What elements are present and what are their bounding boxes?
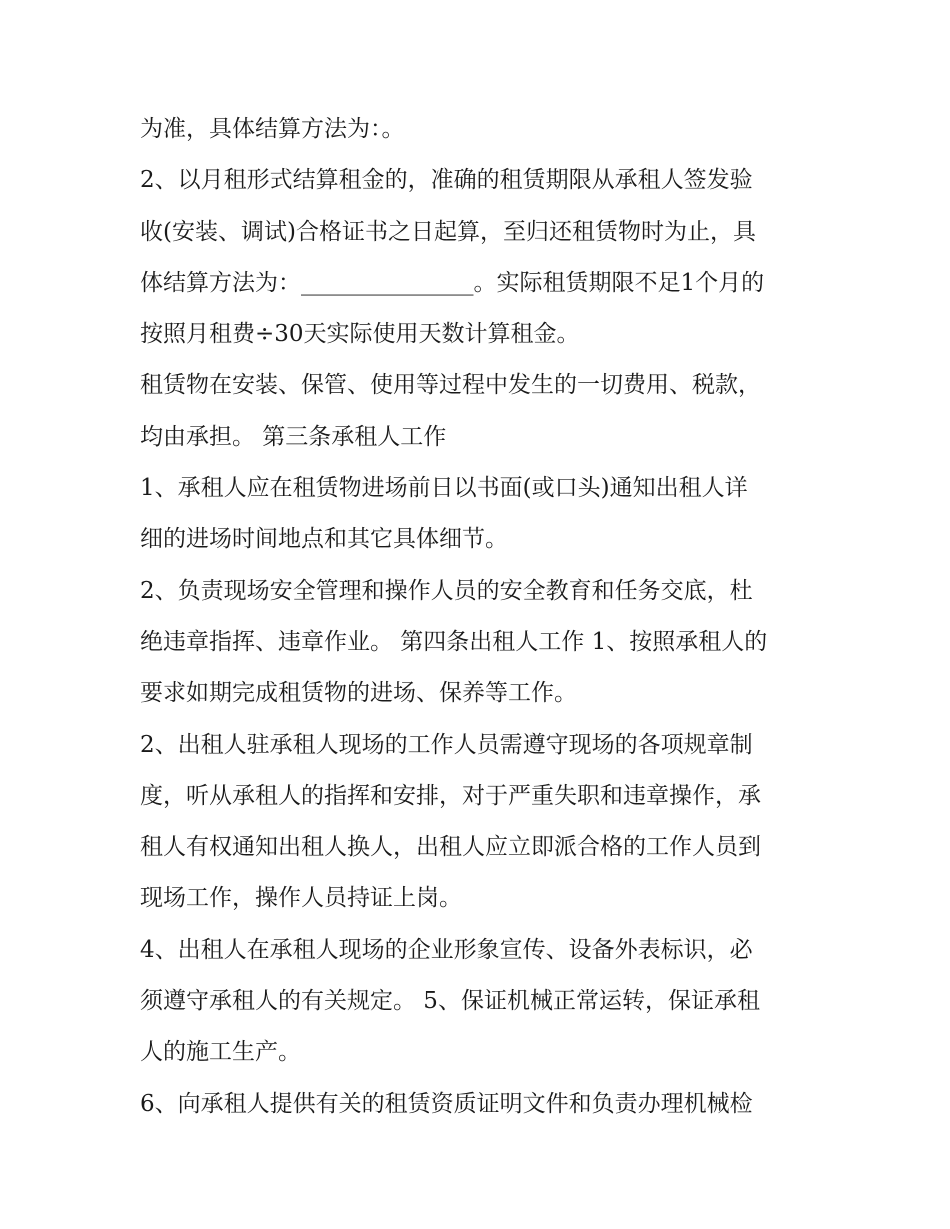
text-line: 租赁物在安装、保管、使用等过程中发生的一切费用、税款，: [140, 372, 761, 399]
text-line: 6、向承租人提供有关的租赁资质证明文件和负责办理机械检: [140, 1090, 753, 1117]
text-line: 2、负责现场安全管理和操作人员的安全教育和任务交底，杜: [140, 577, 753, 604]
document-body: [140, 104, 830, 1130]
text-line: 2、出租人驻承租人现场的工作人员需遵守现场的各项规章制: [140, 731, 753, 758]
text-line: 须遵守承租人的有关规定。 5、保证机械正常运转，保证承租: [140, 988, 760, 1015]
text-line: 按照月租费÷30天实际使用天数计算租金。: [140, 321, 580, 348]
text-line: 均由承担。 第三条承租人工作: [140, 423, 447, 450]
text-line: 绝违章指挥、违章作业。 第四条出租人工作 1、按照承租人的: [140, 628, 768, 655]
text-line: 4、出租人在承租人现场的企业形象宣传、设备外表标识，必: [140, 936, 753, 963]
text-line: 租人有权通知出租人换人，出租人应立即派合格的工作人员到: [140, 834, 761, 861]
text-line: 现场工作，操作人员持证上岗。: [140, 885, 462, 912]
text-line: 细的进场时间地点和其它具体细节。: [140, 526, 508, 553]
text-line: 收(安装、调试)合格证书之日起算，至归还租赁物时为止，具: [140, 218, 756, 245]
text-line: 度，听从承租人的指挥和安排，对于严重失职和违章操作，承: [140, 782, 761, 809]
text-line: 体结算方法为：_______________。实际租赁期限不足1个月的: [140, 269, 765, 296]
text-line: 为准，具体结算方法为：。: [140, 116, 405, 142]
text-line: 1、承租人应在租赁物进场前日以书面(或口头)通知出租人详: [140, 475, 748, 502]
text-line: 要求如期完成租赁物的进场、保养等工作。: [140, 680, 577, 707]
text-line: 人的施工生产。: [140, 1039, 301, 1066]
text-line: 2、以月租形式结算租金的，准确的租赁期限从承租人签发验: [140, 167, 753, 194]
